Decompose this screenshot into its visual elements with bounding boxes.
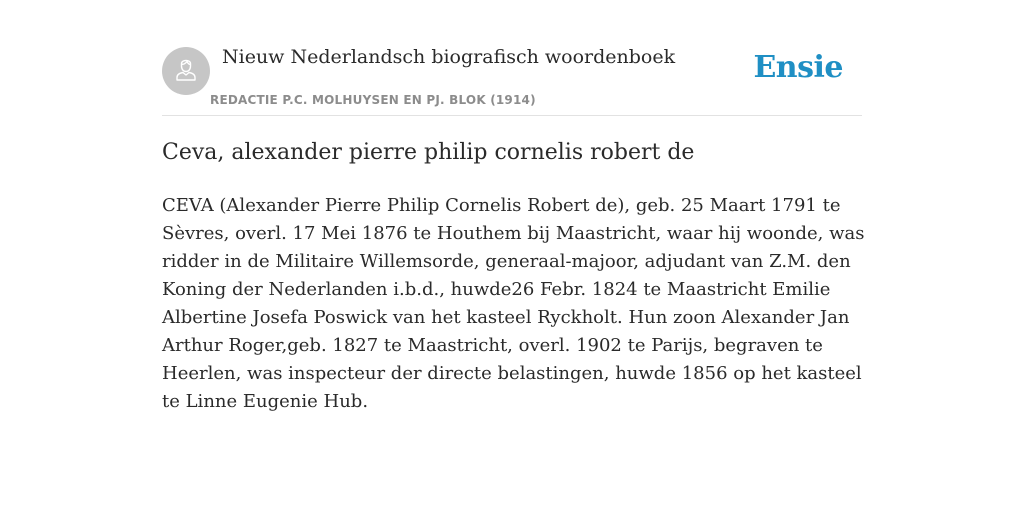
entry-body: CEVA (Alexander Pierre Philip Cornelis Robert de), geb. 25 Maart 1791 te Sèvres, overl. 17 Mei 1876 te Houthem bij Maastricht, waar hij woonde, was ridder in de Militaire Willemsorde, generaal-majoor, adjudant van Z.M. den Koning der Nederlanden i.b.d., huwde26 Febr. 1824 te Maastricht Emilie Albertine Josefa Poswick van het kasteel Ryckholt. Hun zoon Alexander Jan Arthur Roger,geb. 1827 te Maastricht, overl. 1902 te Parijs, begraven te Heerlen, was inspecteur der directe belastingen, huwde 1856 op het kasteel te Linne Eugenie Hub. [162, 195, 865, 412]
editors-caption: REDACTIE P.C. MOLHUYSEN EN PJ. BLOK (1914) [210, 93, 536, 107]
source-header [162, 44, 862, 116]
ensie-logo[interactable]: Ensie [753, 50, 843, 85]
user-icon [172, 55, 200, 88]
avatar[interactable] [162, 47, 210, 95]
entry-title: Ceva, alexander pierre philip cornelis robert de [162, 140, 695, 165]
source-title[interactable]: Nieuw Nederlandsch biografisch woordenboek [222, 46, 676, 68]
